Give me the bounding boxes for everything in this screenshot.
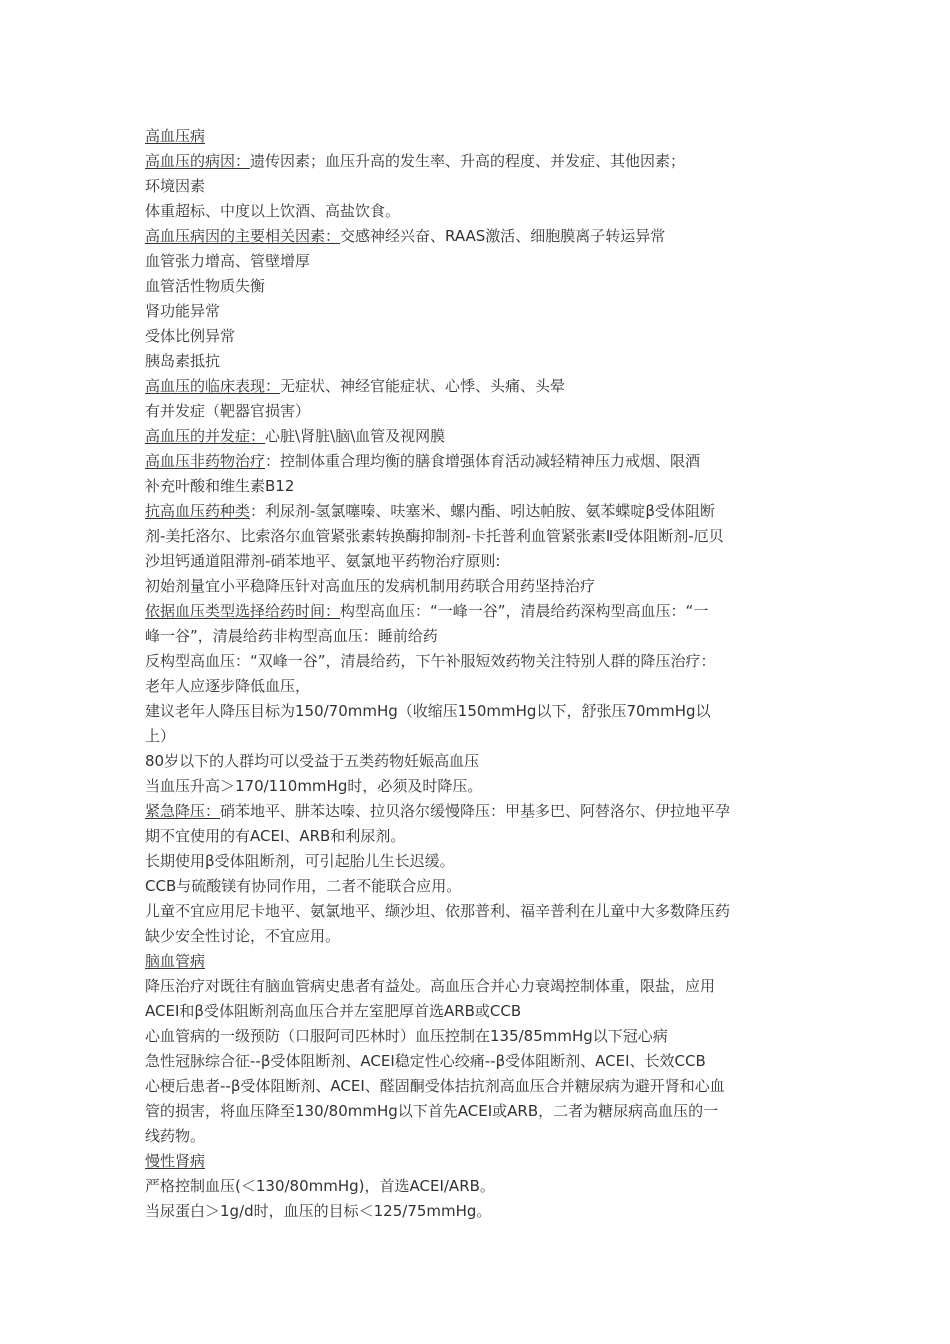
text-line — [145, 349, 811, 374]
text-line — [145, 274, 811, 299]
section-heading: 慢性肾病 — [145, 1152, 206, 1170]
text-line — [145, 599, 811, 624]
line-text: 老年人应逐步降低血压， — [145, 677, 311, 695]
line-text: 降压治疗对既往有脑血管病史患者有益处。高血压合并心力衰竭控制体重，限盐，应用 — [145, 977, 716, 995]
line-text: 心脏\肾脏\脑\血管及视网膜 — [265, 427, 446, 445]
document-page — [145, 124, 811, 1224]
text-line — [145, 974, 811, 999]
line-text: 心梗后患者--β受体阻断剂、ACEI、醛固酮受体拮抗剂高血压合并糖尿病为避开肾和心血 — [145, 1077, 725, 1095]
text-line — [145, 999, 811, 1024]
text-line — [145, 574, 811, 599]
line-text: 胰岛素抵抗 — [145, 352, 221, 370]
text-line — [145, 1024, 811, 1049]
text-line — [145, 324, 811, 349]
section-heading: 高血压病因的主要相关因素： — [145, 227, 341, 245]
line-text: 遗传因素；血压升高的发生率、升高的程度、并发症、其他因素； — [250, 152, 686, 170]
line-text: 硝苯地平、肼苯达嗪、拉贝洛尔缓慢降压：甲基多巴、阿替洛尔、伊拉地平孕 — [220, 802, 731, 820]
section-heading: 高血压病 — [145, 127, 206, 145]
line-text: 80岁以下的人群均可以受益于五类药物妊娠高血压 — [145, 752, 480, 770]
text-line — [145, 1149, 811, 1174]
line-text: 长期使用β受体阻断剂，可引起胎儿生长迟缓。 — [145, 852, 455, 870]
text-line — [145, 424, 811, 449]
line-text: 期不宜使用的有ACEI、ARB和利尿剂。 — [145, 827, 406, 845]
line-text: 受体比例异常 — [145, 327, 236, 345]
line-text: 血管张力增高、管壁增厚 — [145, 252, 311, 270]
text-line — [145, 1174, 811, 1199]
line-text: 缺少安全性讨论，不宜应用。 — [145, 927, 341, 945]
text-line — [145, 199, 811, 224]
text-line — [145, 824, 811, 849]
section-heading: 脑血管病 — [145, 952, 206, 970]
line-text: 线药物。 — [145, 1127, 206, 1145]
text-line — [145, 524, 811, 549]
text-line — [145, 899, 811, 924]
text-line — [145, 849, 811, 874]
section-heading: 紧急降压： — [145, 802, 221, 820]
line-text: 补充叶酸和维生素B12 — [145, 477, 295, 495]
text-line — [145, 499, 811, 524]
text-line — [145, 649, 811, 674]
text-line — [145, 399, 811, 424]
text-line — [145, 149, 811, 174]
line-text: 当血压升高＞170/110mmHg时，必须及时降压。 — [145, 777, 483, 795]
line-text: 当尿蛋白＞1g/d时，血压的目标＜125/75mmHg。 — [145, 1202, 492, 1220]
text-line — [145, 224, 811, 249]
text-line — [145, 1199, 811, 1224]
text-line — [145, 1049, 811, 1074]
text-line — [145, 449, 811, 474]
line-text: 肾功能异常 — [145, 302, 221, 320]
line-text: ACEI和β受体阻断剂高血压合并左室肥厚首选ARB或CCB — [145, 1002, 522, 1020]
line-text: 峰一谷”，清晨给药非构型高血压：睡前给药 — [145, 627, 438, 645]
line-text: 反构型高血压：“双峰一谷”，清晨给药，下午补服短效药物关注特别人群的降压治疗： — [145, 652, 716, 670]
text-line — [145, 624, 811, 649]
text-line — [145, 1074, 811, 1099]
text-line — [145, 374, 811, 399]
line-text: 体重超标、中度以上饮酒、高盐饮食。 — [145, 202, 401, 220]
line-text: CCB与硫酸镁有协同作用，二者不能联合应用。 — [145, 877, 462, 895]
section-heading: 依据血压类型选择给药时间： — [145, 602, 341, 620]
line-text: 初始剂量宜小平稳降压针对高血压的发病机制用药联合用药坚持治疗 — [145, 577, 596, 595]
section-heading: 高血压的并发症： — [145, 427, 266, 445]
line-text: 沙坦钙通道阻滞剂-硝苯地平、氨氯地平药物治疗原则: — [145, 552, 501, 570]
text-line — [145, 924, 811, 949]
line-text: 无症状、神经官能症状、心悸、头痛、头晕 — [280, 377, 566, 395]
text-line — [145, 174, 811, 199]
text-line — [145, 299, 811, 324]
line-text: 环境因素 — [145, 177, 206, 195]
line-text: 剂-美托洛尔、比索洛尔血管紧张素转换酶抑制剂-卡托普利血管紧张素Ⅱ受体阻断剂-厄贝 — [145, 527, 724, 545]
text-line — [145, 799, 811, 824]
line-text: 有并发症（靶器官损害） — [145, 402, 311, 420]
line-text: 管的损害，将血压降至130/80mmHg以下首先ACEI或ARB，二者为糖尿病高血压的一 — [145, 1102, 719, 1120]
section-heading: 高血压非药物治疗 — [145, 452, 266, 470]
line-text: 急性冠脉综合征--β受体阻断剂、ACEI稳定性心绞痛--β受体阻断剂、ACEI、长效CCB — [145, 1052, 706, 1070]
text-line — [145, 949, 811, 974]
section-heading: 高血压的病因： — [145, 152, 251, 170]
text-line — [145, 874, 811, 899]
text-line — [145, 774, 811, 799]
text-line — [145, 549, 811, 574]
text-line — [145, 124, 811, 149]
line-text: 交感神经兴奋、RAAS激活、细胞膜离子转运异常 — [340, 227, 666, 245]
line-text: 构型高血压：“一峰一谷”，清晨给药深构型高血压：“一 — [340, 602, 709, 620]
section-heading: 高血压的临床表现： — [145, 377, 281, 395]
line-text: ：控制体重合理均衡的膳食增强体育活动减轻精神压力戒烟、限酒 — [265, 452, 701, 470]
text-line — [145, 724, 811, 749]
line-text: ：利尿剂-氢氯噻嗪、呋塞米、螺内酯、吲达帕胺、氨苯蝶啶β受体阻断 — [250, 502, 716, 520]
line-text: 上） — [145, 727, 176, 745]
line-text: 儿童不宜应用尼卡地平、氨氯地平、缬沙坦、依那普利、福辛普利在儿童中大多数降压药 — [145, 902, 731, 920]
line-text: 心血管病的一级预防（口服阿司匹林时）血压控制在135/85mmHg以下冠心病 — [145, 1027, 668, 1045]
text-line — [145, 699, 811, 724]
text-line — [145, 1124, 811, 1149]
text-line — [145, 674, 811, 699]
text-line — [145, 749, 811, 774]
line-text: 血管活性物质失衡 — [145, 277, 266, 295]
line-text: 建议老年人降压目标为150/70mmHg（收缩压150mmHg以下，舒张压70mmHg以 — [145, 702, 711, 720]
text-line — [145, 249, 811, 274]
text-line — [145, 474, 811, 499]
line-text: 严格控制血压(＜130/80mmHg)，首选ACEI/ARB。 — [145, 1177, 495, 1195]
text-line — [145, 1099, 811, 1124]
section-heading: 抗高血压药种类 — [145, 502, 251, 520]
